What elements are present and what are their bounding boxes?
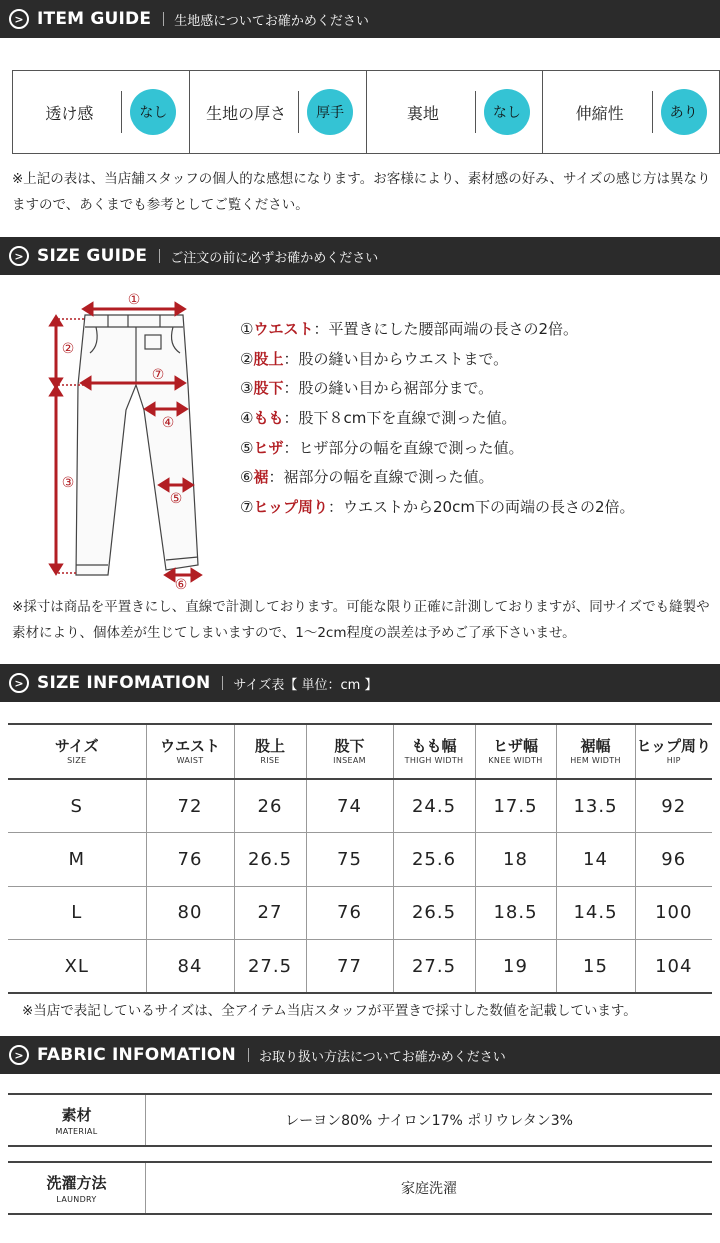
item-guide-label: 生地の厚さ <box>206 103 287 123</box>
diagram-label-waist: ① <box>127 292 141 308</box>
fabric-key-ja: 素材 <box>61 1106 92 1124</box>
column-header: 裾幅 HEM WIDTH <box>556 724 635 779</box>
table-cell: 24.5 <box>393 779 475 833</box>
chevron-right-icon: > <box>9 246 29 266</box>
column-header: サイズ SIZE <box>8 724 146 779</box>
table-cell: 18.5 <box>475 886 556 940</box>
table-cell: XL <box>8 940 146 994</box>
fabric-key-en: MATERIAL <box>55 1127 98 1136</box>
divider <box>121 91 122 133</box>
fabric-row-material <box>8 1093 712 1147</box>
table-cell: M <box>8 833 146 887</box>
item-guide-cell-transparency <box>13 71 190 153</box>
size-table <box>8 723 712 994</box>
definition-num: ③ <box>240 379 254 398</box>
item-guide-cell-thickness <box>190 71 367 153</box>
definition-desc: ：股の縫い目から裾部分まで。 <box>283 379 494 398</box>
table-cell: 100 <box>635 886 712 940</box>
fabric-value: レーヨン80% ナイロン17% ポリウレタン3% <box>285 1113 573 1129</box>
table-cell: 104 <box>635 940 712 994</box>
fabric-key <box>8 1163 146 1213</box>
table-cell: 26.5 <box>234 833 306 887</box>
diagram-label-knee: ⑤ <box>169 491 183 507</box>
item-guide-label: 伸縮性 <box>575 103 624 123</box>
table-cell: 26.5 <box>393 886 475 940</box>
divider <box>159 249 160 263</box>
definition-term: 裾 <box>253 468 269 487</box>
column-header: 股上 RISE <box>234 724 306 779</box>
item-guide-note: ※上記の表は、当店舗スタッフの個人的な感想になります。お客様により、素材感の好み、サイズの感じ方は異なりますので、あくまでも参考としてご覧ください。 <box>12 171 711 213</box>
table-cell: S <box>8 779 146 833</box>
section-subtitle: サイズ表【 単位：cm 】 <box>233 677 378 693</box>
section-subtitle: 生地感についてお確かめください <box>174 13 369 29</box>
table-cell: 14 <box>556 833 635 887</box>
item-guide-cell-stretch <box>543 71 719 153</box>
table-row <box>8 779 712 833</box>
item-guide-badge: 厚手 <box>307 89 353 135</box>
table-cell: L <box>8 886 146 940</box>
table-cell: 92 <box>635 779 712 833</box>
definition-num: ⑥ <box>240 468 254 487</box>
definition-thigh <box>240 404 715 434</box>
table-cell: 19 <box>475 940 556 994</box>
definition-num: ⑤ <box>240 438 254 457</box>
section-header-fabric-info <box>0 1036 720 1074</box>
item-guide-label: 裏地 <box>406 103 439 123</box>
column-header: 股下 INSEAM <box>306 724 393 779</box>
definition-desc: ：裾部分の幅を直線で測った値。 <box>268 468 494 487</box>
table-row <box>8 886 712 940</box>
definition-term: ヒザ <box>253 438 284 457</box>
table-cell: 15 <box>556 940 635 994</box>
column-header: ヒザ幅 KNEE WIDTH <box>475 724 556 779</box>
definition-term: ウエスト <box>253 320 314 338</box>
table-cell: 17.5 <box>475 779 556 833</box>
size-definitions <box>240 315 715 523</box>
diagram-label-inseam: ③ <box>61 475 75 491</box>
section-title: SIZE GUIDE <box>37 246 148 266</box>
fabric-key-en: LAUNDRY <box>56 1195 97 1204</box>
divider <box>652 91 653 133</box>
table-cell: 27.5 <box>393 940 475 994</box>
item-guide-badge: なし <box>130 89 176 135</box>
definition-hip <box>240 493 715 523</box>
diagram-label-rise: ② <box>61 341 75 357</box>
divider <box>248 1048 249 1062</box>
table-cell: 26 <box>234 779 306 833</box>
divider <box>163 12 164 26</box>
table-cell: 96 <box>635 833 712 887</box>
definition-term: 股下 <box>253 379 284 398</box>
table-cell: 75 <box>306 833 393 887</box>
divider <box>298 91 299 133</box>
chevron-right-icon: > <box>9 673 29 693</box>
section-title: ITEM GUIDE <box>37 9 152 29</box>
table-row <box>8 940 712 994</box>
definition-term: ヒップ周り <box>253 498 329 517</box>
table-cell: 25.6 <box>393 833 475 887</box>
fabric-value: 家庭洗濯 <box>401 1181 457 1197</box>
table-cell: 14.5 <box>556 886 635 940</box>
definition-knee <box>240 434 715 464</box>
definition-desc: ：ウエストから20cm下の両端の長さの2倍。 <box>328 498 635 517</box>
fabric-key <box>8 1095 146 1145</box>
table-cell: 84 <box>146 940 234 994</box>
fabric-row-laundry <box>8 1161 712 1215</box>
column-header: ウエスト WAIST <box>146 724 234 779</box>
section-title: SIZE INFOMATION <box>37 673 211 693</box>
chevron-right-icon: > <box>9 1045 29 1065</box>
definition-num: ⑦ <box>240 498 254 517</box>
item-guide-table <box>12 70 720 154</box>
item-guide-badge: あり <box>661 89 707 135</box>
table-cell: 27.5 <box>234 940 306 994</box>
table-cell: 77 <box>306 940 393 994</box>
definition-num: ① <box>240 320 254 338</box>
definition-desc: ：平置きにした腰部両端の長さの2倍。 <box>313 320 579 338</box>
section-header-size-info <box>0 664 720 702</box>
section-subtitle: お取り扱い方法についてお確かめください <box>258 1049 506 1065</box>
definition-desc: ：股の縫い目からウエストまで。 <box>283 349 509 368</box>
definition-term: もも <box>253 409 284 428</box>
table-cell: 18 <box>475 833 556 887</box>
fabric-key-ja: 洗濯方法 <box>46 1174 107 1192</box>
divider <box>222 676 223 690</box>
section-subtitle: ご注文の前に必ずお確かめください <box>170 250 379 266</box>
diagram-label-thigh: ④ <box>161 415 175 431</box>
definition-desc: ：股下８cm下を直線で測った値。 <box>283 409 517 428</box>
item-guide-label: 透け感 <box>45 103 94 123</box>
definition-desc: ：ヒザ部分の幅を直線で測った値。 <box>283 438 524 457</box>
item-guide-badge: なし <box>484 89 530 135</box>
definition-waist <box>240 315 715 345</box>
size-guide-note: ※採寸は商品を平置きにし、直線で計測しております。可能な限り正確に計測しておりますが、同サイズでも縫製や素材により、個体差が生じてしまいますので、1〜2cm程度の誤差は予めご了承下さいませ。 <box>12 599 710 641</box>
definition-inseam <box>240 374 715 404</box>
table-cell: 13.5 <box>556 779 635 833</box>
divider <box>475 91 476 133</box>
table-cell: 76 <box>146 833 234 887</box>
definition-hem <box>240 463 715 493</box>
definition-rise <box>240 345 715 375</box>
pants-diagram <box>48 285 208 595</box>
table-cell: 72 <box>146 779 234 833</box>
section-title: FABRIC INFOMATION <box>37 1045 236 1065</box>
table-cell: 80 <box>146 886 234 940</box>
item-guide-cell-lining <box>367 71 544 153</box>
section-header-item-guide <box>0 0 720 38</box>
diagram-label-hip: ⑦ <box>151 367 165 383</box>
diagram-label-hem: ⑥ <box>174 577 188 593</box>
definition-num: ② <box>240 349 254 368</box>
column-header: もも幅 THIGH WIDTH <box>393 724 475 779</box>
table-row <box>8 833 712 887</box>
definition-term: 股上 <box>253 349 284 368</box>
table-cell: 74 <box>306 779 393 833</box>
definition-num: ④ <box>240 409 254 428</box>
table-header-row <box>8 724 712 779</box>
chevron-right-icon: > <box>9 9 29 29</box>
table-cell: 27 <box>234 886 306 940</box>
column-header: ヒップ周り HIP <box>635 724 712 779</box>
table-cell: 76 <box>306 886 393 940</box>
size-table-note: ※当店で表記しているサイズは、全アイテム当店スタッフが平置きで採寸した数値を記載しています。 <box>22 1003 637 1019</box>
section-header-size-guide <box>0 237 720 275</box>
